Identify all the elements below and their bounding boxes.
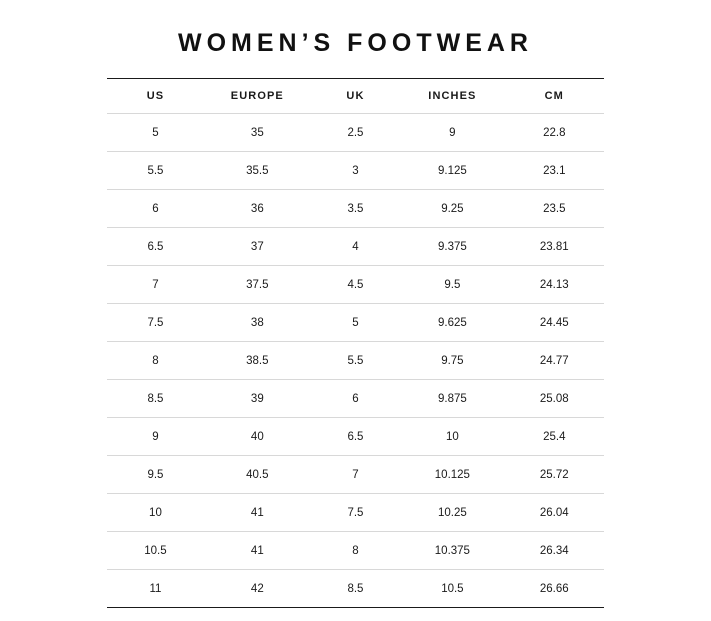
cell-inches: 10.125: [400, 456, 504, 494]
table-row: [107, 190, 604, 228]
cell-cm: 25.72: [505, 456, 604, 494]
cell-uk: 4.5: [311, 266, 400, 304]
cell-uk: 8.5: [311, 570, 400, 608]
cell-cm: 25.4: [505, 418, 604, 456]
column-header-cm: CM: [505, 79, 604, 114]
cell-europe: 42: [204, 570, 311, 608]
cell-cm: 26.34: [505, 532, 604, 570]
cell-europe: 37: [204, 228, 311, 266]
cell-inches: 9.375: [400, 228, 504, 266]
cell-europe: 38: [204, 304, 311, 342]
cell-cm: 25.08: [505, 380, 604, 418]
cell-uk: 7.5: [311, 494, 400, 532]
cell-us: 7: [107, 266, 204, 304]
table-body: [107, 114, 604, 608]
column-header-inches: INCHES: [400, 79, 504, 114]
cell-us: 9: [107, 418, 204, 456]
cell-uk: 7: [311, 456, 400, 494]
cell-uk: 3: [311, 152, 400, 190]
table-row: [107, 456, 604, 494]
column-header-us: US: [107, 79, 204, 114]
cell-uk: 6: [311, 380, 400, 418]
cell-uk: 4: [311, 228, 400, 266]
cell-uk: 8: [311, 532, 400, 570]
table-row: [107, 114, 604, 152]
cell-us: 8: [107, 342, 204, 380]
cell-cm: 24.45: [505, 304, 604, 342]
cell-us: 6: [107, 190, 204, 228]
table-row: [107, 266, 604, 304]
cell-inches: 10.25: [400, 494, 504, 532]
size-table-container: [107, 58, 604, 608]
cell-cm: 26.04: [505, 494, 604, 532]
cell-cm: 26.66: [505, 570, 604, 608]
cell-uk: 5.5: [311, 342, 400, 380]
cell-europe: 38.5: [204, 342, 311, 380]
cell-us: 5: [107, 114, 204, 152]
table-row: [107, 494, 604, 532]
cell-inches: 9.125: [400, 152, 504, 190]
cell-europe: 40.5: [204, 456, 311, 494]
cell-inches: 9.625: [400, 304, 504, 342]
cell-europe: 41: [204, 494, 311, 532]
cell-cm: 23.5: [505, 190, 604, 228]
table-row: [107, 304, 604, 342]
cell-europe: 37.5: [204, 266, 311, 304]
cell-europe: 36: [204, 190, 311, 228]
cell-uk: 5: [311, 304, 400, 342]
cell-cm: 24.77: [505, 342, 604, 380]
table-header: [107, 79, 604, 114]
cell-us: 6.5: [107, 228, 204, 266]
cell-us: 9.5: [107, 456, 204, 494]
cell-us: 11: [107, 570, 204, 608]
table-row: [107, 570, 604, 608]
cell-europe: 39: [204, 380, 311, 418]
cell-europe: 41: [204, 532, 311, 570]
table-row: [107, 228, 604, 266]
table-row: [107, 380, 604, 418]
cell-inches: 9.25: [400, 190, 504, 228]
cell-uk: 2.5: [311, 114, 400, 152]
cell-us: 8.5: [107, 380, 204, 418]
cell-inches: 9.75: [400, 342, 504, 380]
size-conversion-table: [107, 78, 604, 608]
cell-us: 10.5: [107, 532, 204, 570]
cell-inches: 9.5: [400, 266, 504, 304]
cell-us: 7.5: [107, 304, 204, 342]
cell-inches: 9: [400, 114, 504, 152]
column-header-europe: EUROPE: [204, 79, 311, 114]
cell-inches: 10.375: [400, 532, 504, 570]
cell-inches: 10.5: [400, 570, 504, 608]
table-row: [107, 418, 604, 456]
table-header-row: [107, 79, 604, 114]
cell-us: 10: [107, 494, 204, 532]
column-header-uk: UK: [311, 79, 400, 114]
cell-cm: 23.1: [505, 152, 604, 190]
cell-europe: 35: [204, 114, 311, 152]
page-title: WOMEN’S FOOTWEAR: [178, 29, 533, 57]
cell-inches: 10: [400, 418, 504, 456]
cell-europe: 35.5: [204, 152, 311, 190]
cell-cm: 22.8: [505, 114, 604, 152]
cell-us: 5.5: [107, 152, 204, 190]
cell-cm: 23.81: [505, 228, 604, 266]
cell-uk: 3.5: [311, 190, 400, 228]
table-row: [107, 342, 604, 380]
table-row: [107, 152, 604, 190]
cell-europe: 40: [204, 418, 311, 456]
cell-cm: 24.13: [505, 266, 604, 304]
table-row: [107, 532, 604, 570]
cell-inches: 9.875: [400, 380, 504, 418]
cell-uk: 6.5: [311, 418, 400, 456]
